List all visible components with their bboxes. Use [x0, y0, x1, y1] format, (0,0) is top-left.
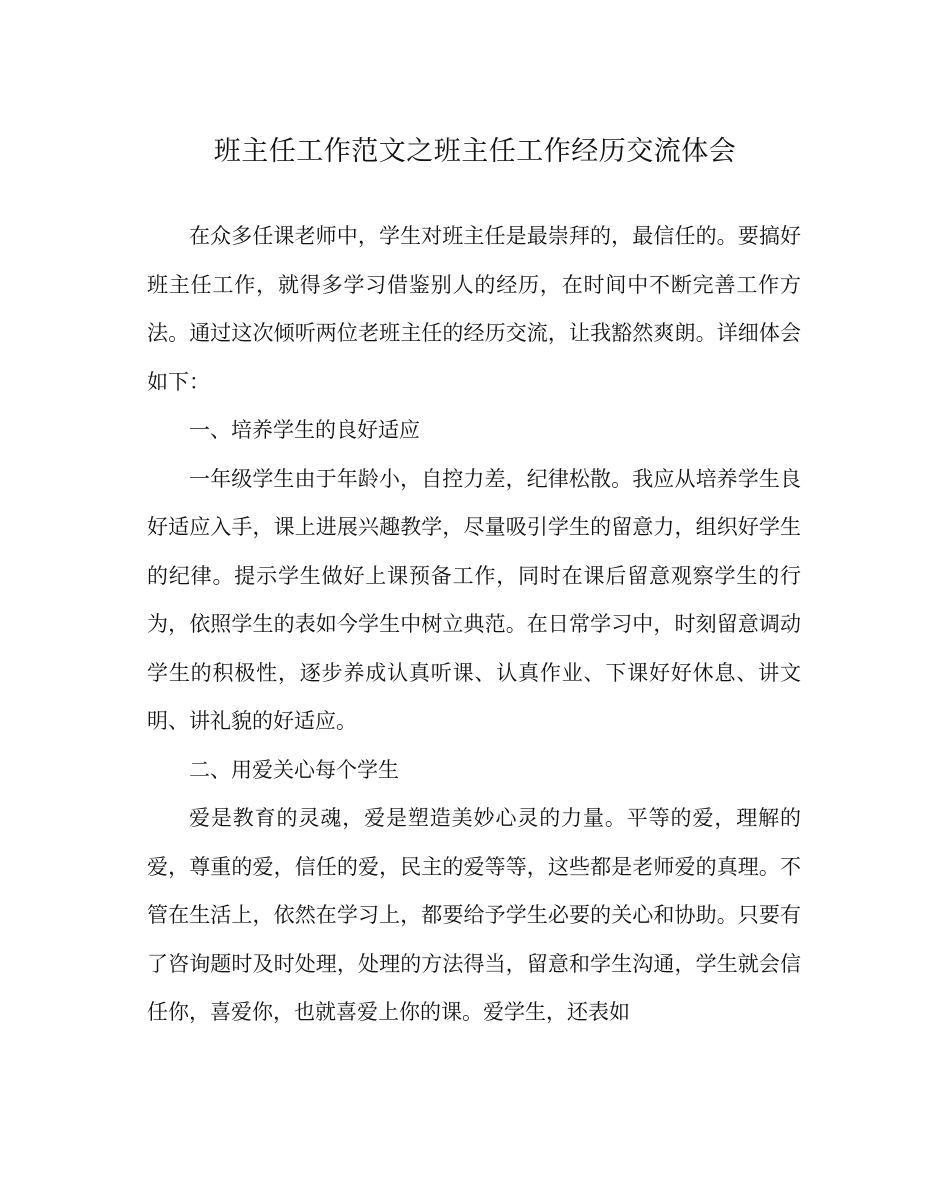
document-title: 班主任工作范文之班主任工作经历交流体会 — [213, 136, 737, 167]
section-heading-2: 二、用爱关心每个学生 — [189, 757, 399, 782]
paragraph-intro: 在众多任课老师中，学生对班主任是最崇拜的，最信任的。要搞好班主任工作，就得多学习借鉴别人的经历，在时间中不断完善工作方法。通过这次倾听两位老班主任的经历交流，让我豁然爽朗。详细体会如下： — [147, 224, 801, 394]
paragraph-section-2: 爱是教育的灵魂，爱是塑造美妙心灵的力量。平等的爱，理解的爱，尊重的爱，信任的爱，民主的爱等等，这些都是老师爱的真理。不管在生活上，依然在学习上，都要给予学生必要的关心和协助。只要有了咨询题时及时处理，处理的方法得当，留意和学生沟通，学生就会信任你，喜爱你，也就喜爱上你的课。爱学生，还表如 — [147, 806, 801, 1024]
document-body — [147, 212, 801, 1037]
section-heading-1: 一、培养学生的良好适应 — [189, 418, 420, 442]
paragraph-section-1: 一年级学生由于年龄小，自控力差，纪律松散。我应从培养学生良好适应入手，课上进展兴趣教学，尽量吸引学生的留意力，组织好学生的纪律。提示学生做好上课预备工作，同时在课后留意观察学生的行为，依照学生的表如今学生中树立典范。在日常学习中，时刻留意调动学生的积极性，逐步养成认真听课、认真作业、下课好好休息、讲文明、讲礼貌的好适应。 — [147, 466, 801, 733]
